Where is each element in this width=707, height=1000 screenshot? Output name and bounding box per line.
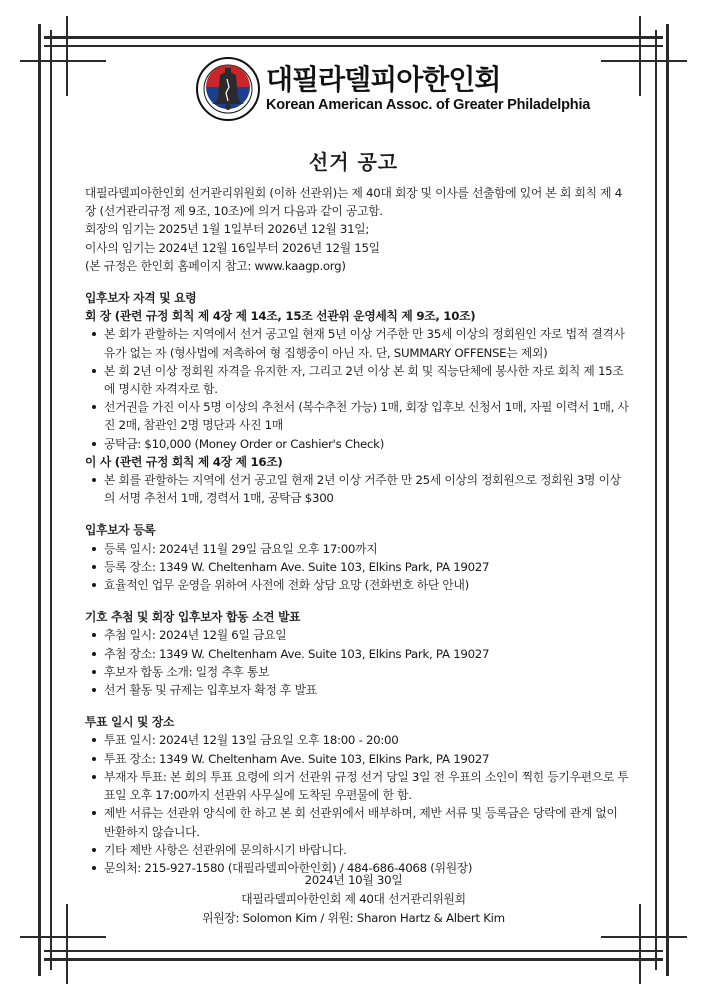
frame-bottom-line-1 [44, 958, 663, 961]
section-heading-lottery: 기호 추첨 및 회장 입후보자 합동 소견 발표 [85, 610, 301, 625]
page-title: 선거 공고 [308, 150, 399, 174]
list-item: 후보자 합동 소개: 일정 추후 통보 [85, 663, 630, 681]
section-heading-qualifications: 입후보자 자격 및 요령 [85, 291, 197, 306]
list-item: 부재자 투표: 본 회의 투표 요령에 의거 선관위 규정 선거 당일 3일 전 우표의 소인이 찍힌 등기우편으로 투표일 오후 17:00까지 선관위 사무실에 도착된 우편물에 한 함. [85, 768, 630, 804]
notice-body [85, 184, 630, 877]
committee-name: 대필라델피아한인회 제 40대 선거관리위원회 [241, 892, 466, 906]
list-item: 등록 장소: 1349 W. Cheltenham Ave. Suite 103, Elkins Park, PA 19027 [85, 558, 630, 576]
list-item: 본 회를 관할하는 지역에 선거 공고일 현재 2년 이상 거주한 만 25세 이상의 정회원으로 정회원 3명 이상의 서명 추천서 1매, 경력서 1매, 공탁금 $300 [85, 471, 630, 507]
list-item: 선거권을 가진 이사 5명 이상의 추천서 (복수추천 가능) 1매, 회장 입후보 신청서 1매, 자필 이력서 1매, 사진 2매, 참관인 2명 명단과 사진 1매 [85, 398, 630, 434]
voting-list [85, 731, 630, 877]
frame-left-line-3 [66, 16, 68, 96]
list-item: 문의처: 215-927-1580 (대필라델피아한인회) / 484-686-4068 (위원장) [85, 859, 630, 877]
director-qualification-list [85, 471, 630, 507]
frame-top-line-1 [44, 36, 663, 39]
frame-top-line-3 [20, 60, 106, 62]
list-item: 본 회가 관할하는 지역에서 선거 공고일 현재 5년 이상 거주한 만 35세 이상의 정회원인 자로 법적 결격사유가 없는 자 (형사법에 저촉하여 형 집행중이 아닌 자. 단, SUMMARY OFFENSE는 제외) [85, 325, 630, 361]
frame-right-line-3 [639, 16, 641, 96]
committee-members: 위원장: Solomon Kim / 위원: Sharon Hartz & Albert Kim [202, 911, 505, 925]
liberty-bell-emblem-icon [196, 57, 260, 121]
registration-list [85, 540, 630, 595]
frame-bottom-line-2 [44, 950, 663, 952]
list-item: 투표 장소: 1349 W. Cheltenham Ave. Suite 103, Elkins Park, PA 19027 [85, 750, 630, 768]
notice-date: 2024년 10월 30일 [304, 873, 403, 887]
list-item: 공탁금: $10,000 (Money Order or Cashier's Check) [85, 435, 630, 453]
list-item: 추첨 일시: 2024년 12월 6일 금요일 [85, 626, 630, 644]
frame-bottom-line-3 [20, 936, 106, 938]
list-item: 기타 제반 사항은 선관위에 문의하시기 바랍니다. [85, 841, 630, 859]
lottery-list [85, 626, 630, 699]
list-item: 등록 일시: 2024년 11월 29일 금요일 오후 17:00까지 [85, 540, 630, 558]
list-item: 제반 서류는 선관위 양식에 한 하고 본 회 선관위에서 배부하며, 제반 서류 및 등록금은 당락에 관계 없이 반환하지 않습니다. [85, 804, 630, 840]
list-item: 투표 일시: 2024년 12월 13일 금요일 오후 18:00 - 20:00 [85, 731, 630, 749]
section-heading-registration: 입후보자 등록 [85, 523, 156, 538]
intro-director-term: 이사의 임기는 2024년 12월 16일부터 2026년 12월 15일 [85, 240, 380, 255]
intro-paragraph: 대필라델피아한인회 선거관리위원회 (이하 선관위)는 제 40대 회장 및 이사를 선출함에 있어 본 회 회칙 제 4장 (선거관리규정 제 9조, 10조)에 의거 다음과 같이 공고함. [85, 186, 622, 219]
intro-homepage-note: (본 규정은 한인회 홈페이지 참고: www.kaagp.org) [85, 258, 346, 273]
org-logo [196, 56, 591, 122]
frame-top-line-4 [601, 60, 687, 62]
list-item: 효율적인 업무 운영을 위하여 사전에 전화 상담 요망 (전화번호 하단 안내) [85, 576, 630, 594]
org-name-english: Korean American Assoc. of Greater Philadelphia [266, 97, 591, 113]
intro-president-term: 회장의 임기는 2025년 1월 1일부터 2026년 12월 31일; [85, 222, 370, 237]
director-subheading: 이 사 (관련 규정 회칙 제 4장 제 16조) [85, 454, 283, 469]
list-item: 본 회 2년 이상 정회원 자격을 유지한 자, 그리고 2년 이상 본 회 및 직능단체에 봉사한 자로 회칙 제 15조에 명시한 자격자로 함. [85, 362, 630, 398]
frame-bottom-line-4 [601, 936, 687, 938]
org-name-korean: 대필라델피아한인회 [266, 63, 501, 96]
president-qualification-list [85, 325, 630, 452]
list-item: 추첨 장소: 1349 W. Cheltenham Ave. Suite 103, Elkins Park, PA 19027 [85, 645, 630, 663]
president-subheading: 회 장 (관련 규정 회칙 제 4장 제 14조, 15조 선관위 운영세칙 제 9조, 10조) [85, 309, 476, 324]
list-item: 선거 활동 및 규제는 입후보자 확정 후 발표 [85, 681, 630, 699]
section-heading-voting: 투표 일시 및 장소 [85, 715, 175, 730]
frame-top-line-2 [44, 45, 663, 47]
notice-footer [0, 871, 707, 928]
